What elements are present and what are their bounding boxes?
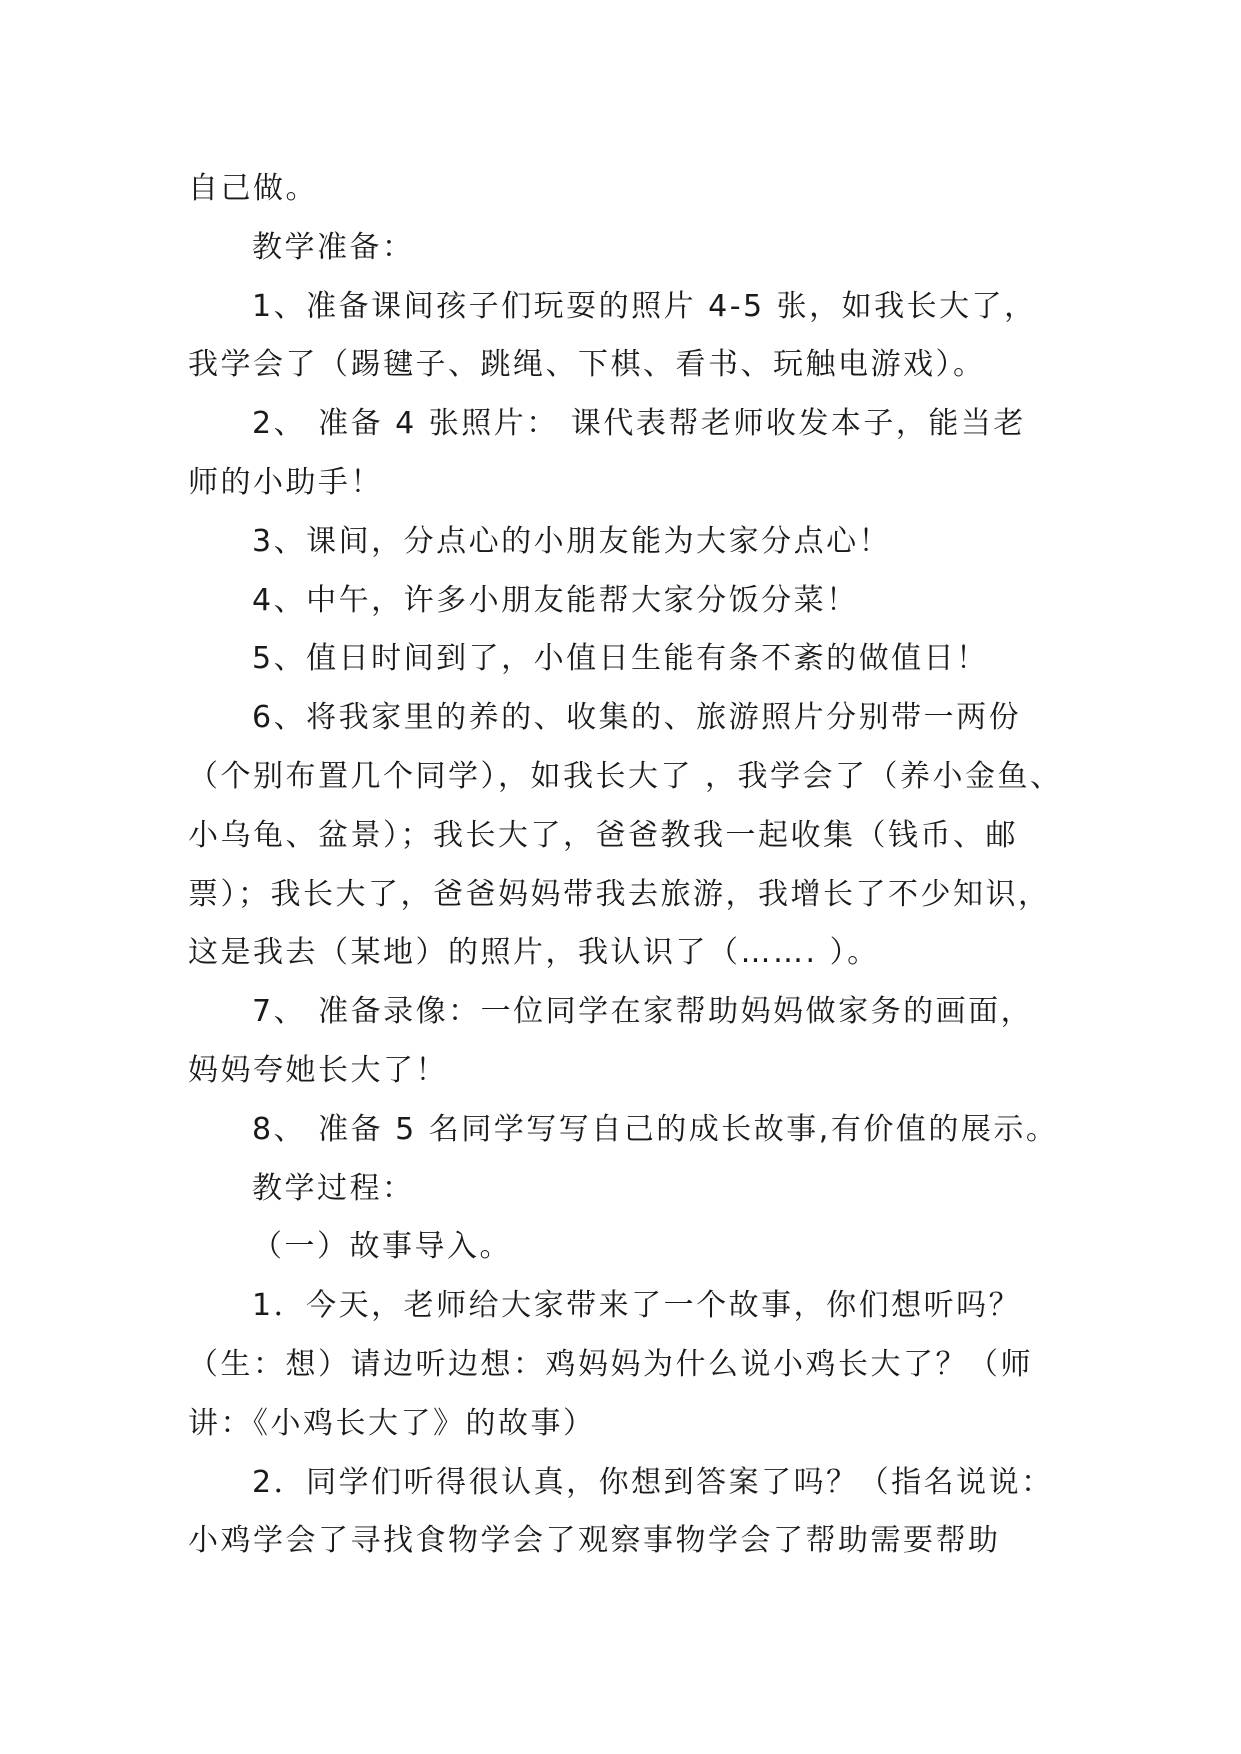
paragraph-line: 5、值日时间到了，小值日生能有条不紊的做值日！	[252, 641, 989, 677]
paragraph-line: 8、 准备 5 名同学写写自己的成长故事,有价值的展示。	[252, 1111, 1059, 1147]
paragraph-line: 这是我去（某地）的照片，我认识了（……. ）。	[188, 935, 880, 971]
paragraph-line: 妈妈夸她长大了！	[188, 1052, 448, 1088]
paragraph-line: 4、中午，许多小朋友能帮大家分饭分菜！	[252, 582, 859, 618]
paragraph-line: 师的小助手！	[188, 464, 383, 500]
paragraph-line: 2．同学们听得很认真，你想到答案了吗？（指名说说：	[252, 1464, 1054, 1500]
paragraph-line: 自己做。	[188, 171, 318, 206]
paragraph-line: （个别布置几个同学），如我长大了 ，我学会了（养小金鱼、	[188, 758, 1063, 794]
paragraph-line: 票）；我长大了，爸爸妈妈带我去旅游，我增长了不少知识，	[188, 876, 1051, 912]
paragraph-line: 我学会了（踢毽子、跳绳、下棋、看书、玩触电游戏）。	[188, 347, 986, 383]
paragraph-line: 2、 准备 4 张照片： 课代表帮老师收发本子，能当老	[252, 406, 1026, 442]
section-heading: 教学准备：	[252, 229, 415, 265]
paragraph-line: （生：想）请边听边想：鸡妈妈为什么说小鸡长大了？（师	[188, 1346, 1033, 1382]
subsection-heading: （一）故事导入。	[252, 1229, 512, 1265]
paragraph-line: 6、将我家里的养的、收集的、旅游照片分别带一两份	[252, 700, 1022, 736]
paragraph-line: 讲：《小鸡长大了》的故事）	[188, 1405, 596, 1441]
paragraph-line: 小乌龟、盆景）；我长大了，爸爸教我一起收集（钱币、邮	[188, 817, 1018, 853]
paragraph-line: 小鸡学会了寻找食物学会了观察事物学会了帮助需要帮助	[188, 1523, 1001, 1559]
section-heading: 教学过程：	[252, 1170, 415, 1206]
paragraph-line: 1、准备课间孩子们玩耍的照片 4-5 张，如我长大了，	[252, 288, 1037, 324]
paragraph-line: 7、 准备录像：一位同学在家帮助妈妈做家务的画面，	[252, 994, 1034, 1030]
paragraph-line: 1．今天，老师给大家带来了一个故事，你们想听吗？	[252, 1288, 1022, 1324]
document-body	[188, 160, 1078, 1571]
paragraph-line: 3、课间，分点心的小朋友能为大家分点心！	[252, 523, 892, 559]
